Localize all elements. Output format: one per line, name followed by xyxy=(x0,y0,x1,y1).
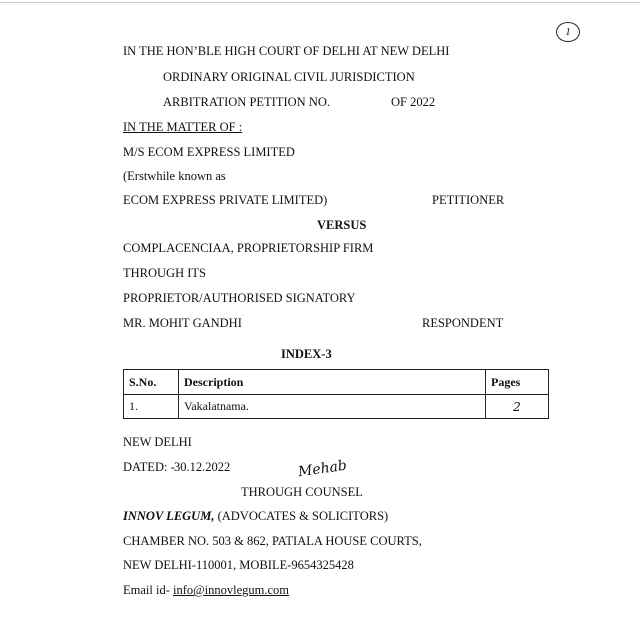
scan-edge-line xyxy=(0,2,640,3)
place-label: NEW DELHI xyxy=(123,435,192,449)
col-pages-header: Pages xyxy=(486,370,549,395)
table-row xyxy=(124,395,549,419)
petitioner-name: M/S ECOM EXPRESS LIMITED xyxy=(123,145,295,159)
respondent-line-4: MR. MOHIT GANDHI xyxy=(123,316,242,330)
row-sno: 1. xyxy=(124,395,179,419)
court-title: IN THE HON’BLE HIGH COURT OF DELHI AT NEW DELHI xyxy=(123,44,450,58)
respondent-line-3: PROPRIETOR/AUTHORISED SIGNATORY xyxy=(123,291,356,305)
petitioner-former-name: ECOM EXPRESS PRIVATE LIMITED) xyxy=(123,193,328,207)
versus-label: VERSUS xyxy=(317,218,367,232)
petition-year: OF 2022 xyxy=(391,95,436,109)
respondent-line-2: THROUGH ITS xyxy=(123,266,206,280)
dated-label: DATED: - xyxy=(123,460,175,474)
email-line xyxy=(123,584,289,597)
col-description-header: Description xyxy=(179,370,486,395)
petition-number-label: ARBITRATION PETITION NO. xyxy=(163,95,330,109)
row-description: Vakalatnama. xyxy=(179,395,486,419)
respondent-line-1: COMPLACENCIAA, PROPRIETORSHIP FIRM xyxy=(123,241,374,255)
index-table xyxy=(123,369,549,419)
email-label: Email id- xyxy=(123,583,170,597)
page-number-circle: 1 xyxy=(556,22,580,42)
respondent-role: RESPONDENT xyxy=(422,316,504,330)
firm-address-2: NEW DELHI-110001, MOBILE-9654325428 xyxy=(123,558,354,572)
through-counsel: THROUGH COUNSEL xyxy=(241,485,363,499)
row-pages-handwritten: 2 xyxy=(486,395,549,419)
firm-address-1: CHAMBER NO. 503 & 862, PATIALA HOUSE COURTS, xyxy=(123,534,422,548)
firm-line xyxy=(123,510,388,523)
petitioner-role: PETITIONER xyxy=(432,193,505,207)
petitioner-formerly: (Erstwhile known as xyxy=(123,169,226,183)
email-link[interactable]: info@innovlegum.com xyxy=(173,583,290,597)
signature: Mehab xyxy=(297,457,348,481)
dated-value: 30.12.2022 xyxy=(174,460,231,474)
jurisdiction-title: ORDINARY ORIGINAL CIVIL JURISDICTION xyxy=(163,70,415,84)
firm-suffix: (ADVOCATES & SOLICITORS) xyxy=(217,509,389,523)
index-title: INDEX-3 xyxy=(281,347,332,361)
matter-heading: IN THE MATTER OF : xyxy=(123,120,243,134)
table-header-row xyxy=(124,370,549,395)
firm-name: INNOV LEGUM, xyxy=(123,509,215,523)
col-sno-header: S.No. xyxy=(124,370,179,395)
